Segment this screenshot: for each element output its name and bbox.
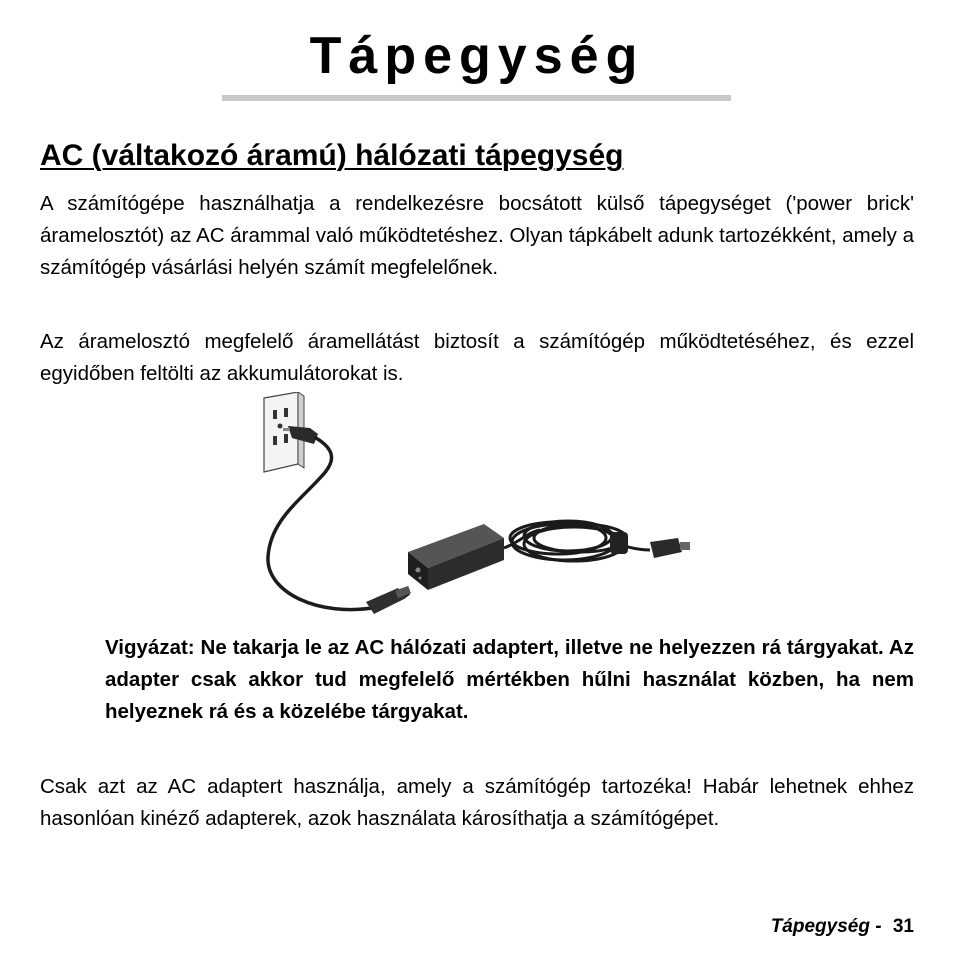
page-title: Tápegység [309,27,645,85]
page-number: 31 [892,916,914,937]
section-heading: AC (váltakozó áramú) hálózati tápegység [40,139,624,172]
dc-plug-icon [610,532,690,558]
coiled-cable-icon [504,521,650,561]
adapter-usage-paragraph: Csak azt az AC adaptert használja, amely a számítógép tartozéka! Habár lehetnek ehhez hasonlóan kinéző adapterek, azok használata károsíthatja a számítógépet. [40,775,914,830]
adapter-function-paragraph: Az áramelosztó megfelelő áramellátást biztosít a számítógép működtetéséhez, és ezzel egyidőben feltölti az akkumulátorokat is. [40,330,914,385]
adapter-connector [366,586,411,614]
ac-adapter-illustration [258,392,704,624]
caution-note: Vigyázat: Ne takarja le az AC hálózati adaptert, illetve ne helyezzen rá tárgyakat. Az adapter csak akkor tud megfelelő mértékben hűlni használat közben, ha nem helyeznek rá és a közelébe tárgyakat. [105,636,914,723]
footer-section-label: Tápegység - [770,916,882,937]
intro-paragraph: A számítógépe használhatja a rendelkezésre bocsátott külső tápegységet ('power brick' áramelosztót) az AC árammal való működtetéshez. Olyan tápkábelt adunk tartozékként, amely a számítógép vásárlási helyén számít megfelelőnek. [40,192,914,279]
page-footer [771,915,914,939]
power-brick-icon [408,524,504,590]
title-underline-bar [222,95,731,101]
